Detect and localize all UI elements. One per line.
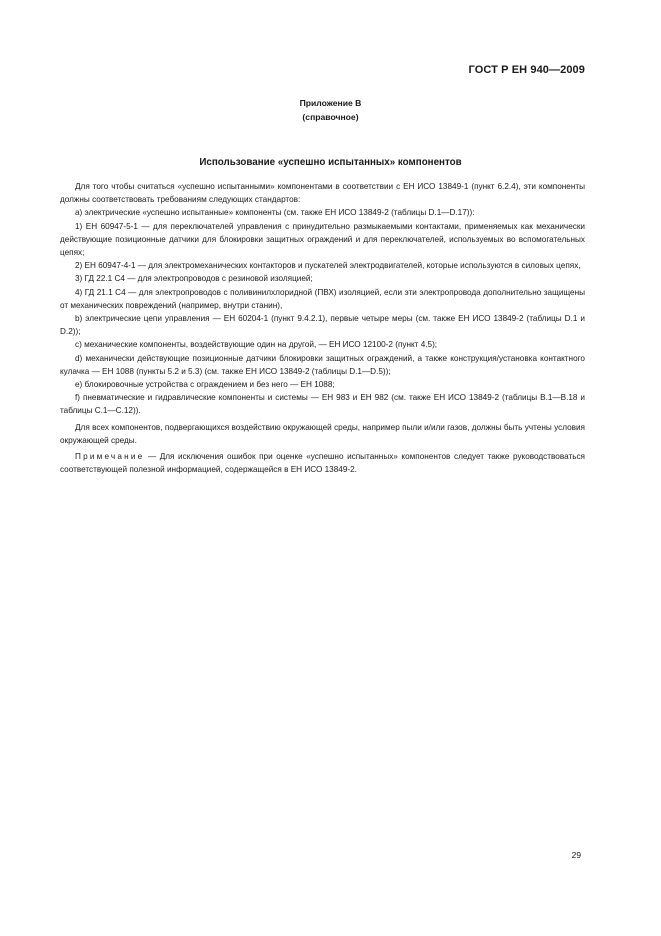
list-item-a-2: 2) ЕН 60947-4-1 — для электромеханических контакторов и пускателей электродвигателей, которые используются в силовых цепях, [75, 261, 581, 271]
list-item-e: е) блокировочные устройства с ограждением и без него — ЕН 1088; [75, 380, 335, 390]
paragraph-intro: Для того чтобы считаться «успешно испытанными» компонентами в соответствии с ЕН ИСО 13849-1 (пункт 6.2.4), эти компоненты должны соответствовать требованиям следующих стандартов: [60, 182, 585, 205]
list-item-b: b) электрические цепи управления — ЕН 60204-1 (пункт 9.4.2.1), первые четыре меры (см. также ЕН ИСО 13849-2 (таблицы D.1 и D.2)); [60, 314, 585, 337]
note-text: — Для исключения ошибок при оценке «успешно испытанных» компонентов следует также руководствоваться соответствующей полезной информацией, содержащейся в ЕН ИСО 13849-2. [60, 452, 585, 475]
list-item-a: а) электрические «успешно испытанные» компоненты (см. также ЕН ИСО 13849-2 (таблицы D.1—D.17)): [75, 208, 475, 218]
annex-type: (справочное) [302, 112, 359, 122]
list-item-f: f) пневматические и гидравлические компоненты и системы — ЕН 983 и ЕН 982 (см. также ЕН ИСО 13849-2 (таблицы В.1—В.18 и таблицы С.1—С.12)). [60, 393, 585, 416]
list-item-d: d) механически действующие позиционные датчики блокировки защитных ограждений, а также конструкция/установка контактного кулачка — ЕН 1088 (пункты 5.2 и 5.3) (см. также ЕН ИСО 13849-2 (таблицы D.1—D.5)); [60, 353, 585, 376]
list-item-a-1: 1) ЕН 60947-5-1 — для переключателей управления с принудительно размыкаемыми контактами, применяемых как механически действующие позиционные датчики для блокировки защитных ограждений и для переключателей, используемых во вспомогательных цепях; [60, 221, 585, 258]
page-number: 29 [571, 850, 581, 860]
list-item-a-4: 4) ГД 21.1 С4 — для электропроводов с поливинилхлоридной (ПВХ) изоляцией, если эти электропровода дополнительно защищены от механических повреждений (например, внутри станин), [60, 287, 585, 310]
annex-body [60, 180, 585, 476]
note [60, 450, 585, 476]
list-item-a-3: 3) ГД 22.1 С4 — для электропроводов с резиновой изоляцией; [75, 274, 313, 284]
list-item-c: с) механические компоненты, воздействующие один на другой, — ЕН ИСО 12100-2 (пункт 4.5); [75, 340, 438, 350]
standard-designation: ГОСТ Р ЕН 940—2009 [468, 64, 585, 76]
note-label: Примечание [75, 452, 145, 462]
annex-title: Использование «успешно испытанных» компонентов [199, 157, 462, 168]
annex-heading [0, 96, 661, 124]
annex-label: Приложение В [299, 98, 362, 108]
paragraph-environment: Для всех компонентов, подвергающихся воздействию окружающей среды, например пыли и/или газов, должны быть учтены условия окружающей среды. [60, 422, 585, 445]
